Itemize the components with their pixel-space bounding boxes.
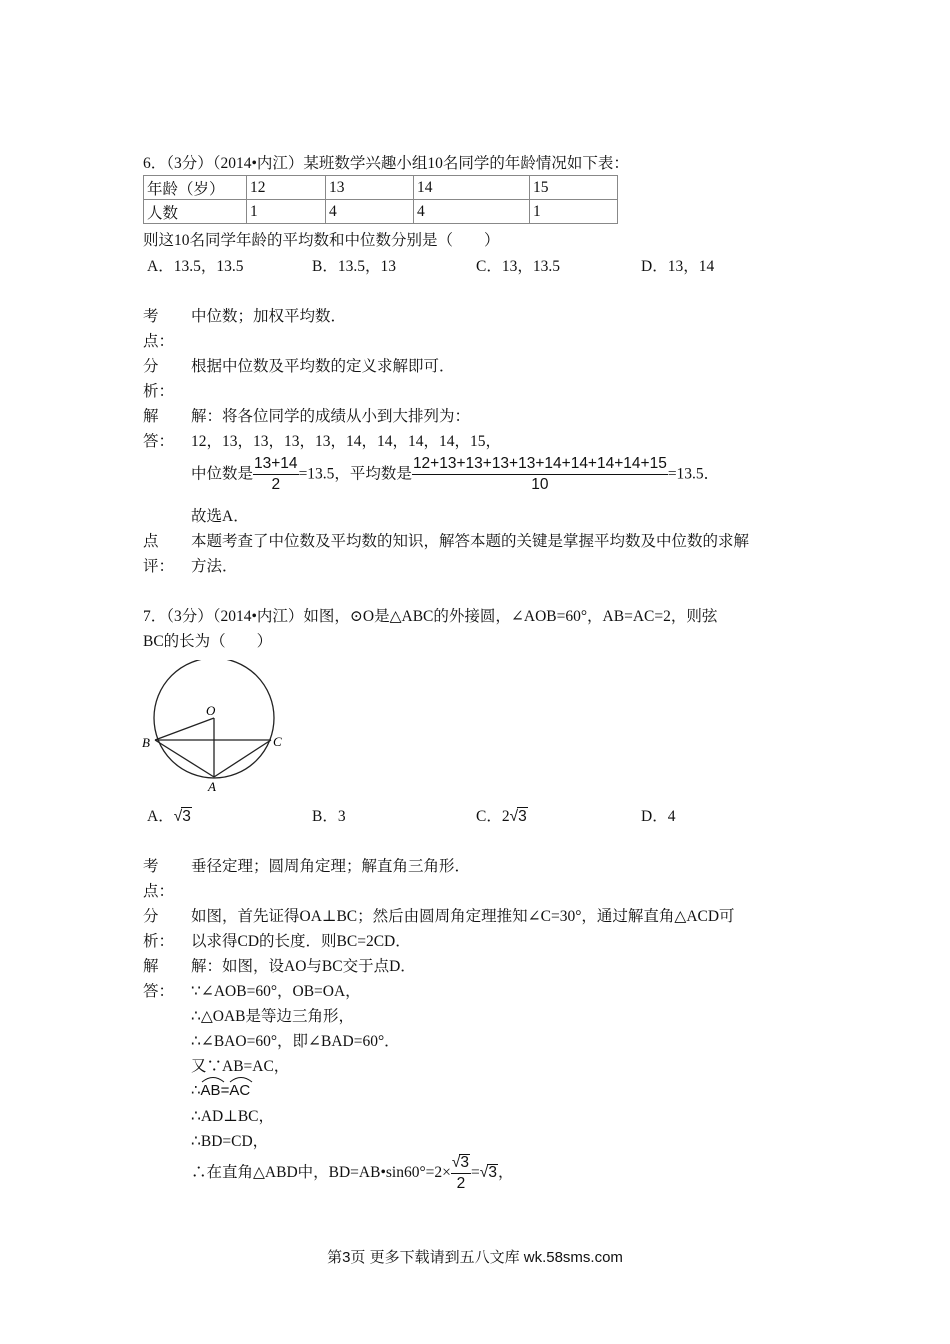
q7-fenxi-line1: 如图，首先证得OA⊥BC；然后由圆周角定理推知∠C=30°，通过解直角△ACD可 xyxy=(191,908,735,925)
label-o: O xyxy=(206,703,216,718)
label-da: 答： xyxy=(143,433,175,450)
page-footer: 第3页 更多下载请到五八文库 wk.58sms.com xyxy=(327,1249,623,1266)
table-cell: 14 xyxy=(414,176,530,200)
mean-denominator: 10 xyxy=(531,475,549,493)
q7-option-b: B．3 xyxy=(312,808,346,825)
therefore: ∴ xyxy=(191,1082,201,1099)
q6-kaodian: 中位数；加权平均数． xyxy=(191,308,347,325)
label-dian: 点： xyxy=(143,883,175,900)
q6-dianping-line1: 本题考查了中位数及平均数的知识，解答本题的关键是掌握平均数及中位数的求解 xyxy=(191,533,750,550)
radicand: 3 xyxy=(488,1164,497,1182)
label-jie: 解 xyxy=(143,958,159,975)
q7-jieda-line9 xyxy=(191,1154,513,1191)
q6-jieda-line1: 解：将各位同学的成绩从小到大排列为： xyxy=(191,408,471,425)
radicand: 3 xyxy=(182,808,191,825)
label-fen: 分 xyxy=(143,358,159,375)
option-a-prefix: A． xyxy=(147,808,174,825)
fraction-numerator xyxy=(451,1154,471,1174)
q7-stem-line1: 7．（3分）（2014•内江）如图，⊙O是△ABC的外接圆，∠AOB=60°，AB=AC=2，则弦 xyxy=(143,608,718,625)
q7-jieda-line7: ∴AD⊥BC， xyxy=(191,1108,275,1125)
label-xi: 析： xyxy=(143,933,175,950)
q6-option-b: B．13.5，13 xyxy=(312,258,396,275)
label-da: 答： xyxy=(143,983,175,1000)
sqrt-symbol: √3 xyxy=(173,808,191,825)
q7-option-d: D．4 xyxy=(641,808,676,825)
table-row xyxy=(144,176,618,200)
q7-jieda-line2: ∵∠AOB=60°，OB=OA， xyxy=(191,983,361,1000)
arc-ac-label: AC xyxy=(229,1082,251,1099)
label-xi: 析： xyxy=(143,383,175,400)
q6-option-d: D．13，14 xyxy=(641,258,715,275)
option-c-prefix: C．2 xyxy=(476,808,510,825)
label-dian: 点： xyxy=(143,333,175,350)
table-cell: 4 xyxy=(326,200,414,224)
label-kao: 考 xyxy=(143,308,159,325)
q6-dianping-line2: 方法． xyxy=(191,558,238,575)
mean-result: =13.5． xyxy=(667,465,720,483)
arc-ab xyxy=(201,1082,221,1099)
sqrt-symbol: √3 xyxy=(509,808,527,825)
q6-choose: 故选A． xyxy=(191,508,249,525)
table-cell: 13 xyxy=(326,176,414,200)
circle-figure xyxy=(140,660,290,795)
arc-ab-label: AB xyxy=(200,1082,221,1099)
q6-fenxi: 根据中位数及平均数的定义求解即可． xyxy=(191,358,455,375)
table-cell: 人数 xyxy=(144,200,247,224)
sqrt-symbol: √3 xyxy=(479,1164,497,1182)
age-table xyxy=(143,175,618,224)
table-row xyxy=(144,200,618,224)
median-numerator: 13+14 xyxy=(253,456,299,475)
q7-stem-line2: BC的长为（ ） xyxy=(143,633,273,650)
arc-mark-icon xyxy=(229,1075,253,1083)
label-fen: 分 xyxy=(143,908,159,925)
table-cell: 12 xyxy=(247,176,326,200)
q7-jieda-line4: ∴∠BAO=60°，即∠BAD=60°． xyxy=(191,1033,400,1050)
table-cell: 年龄（岁） xyxy=(144,176,247,200)
median-fraction xyxy=(253,456,299,492)
q7-jieda-line8: ∴BD=CD， xyxy=(191,1133,269,1150)
label-kao: 考 xyxy=(143,858,159,875)
equals: = xyxy=(471,1163,480,1181)
mean-fraction xyxy=(412,456,668,492)
arc-ac xyxy=(229,1082,250,1099)
radicand: 3 xyxy=(518,808,527,825)
q7-option-c xyxy=(476,804,528,826)
comma: ， xyxy=(497,1163,514,1181)
label-dian-ping: 点 xyxy=(143,533,159,550)
label-jie: 解 xyxy=(143,408,159,425)
q7-jieda-line1: 解：如图，设AO与BC交于点D． xyxy=(191,958,416,975)
label-b: B xyxy=(142,735,150,750)
label-ping: 评： xyxy=(143,558,175,575)
fraction-denominator: 2 xyxy=(456,1174,466,1192)
q7-jieda-line5: 又∵AB=AC， xyxy=(191,1058,290,1075)
mean-numerator: 12+13+13+13+13+14+14+14+14+15 xyxy=(412,456,668,475)
q6-option-c: C．13，13.5 xyxy=(476,258,560,275)
sqrt-symbol: √3 xyxy=(451,1154,470,1171)
q6-question: 则这10名同学年龄的平均数和中位数分别是（ ） xyxy=(143,232,500,249)
q6-option-a: A．13.5，13.5 xyxy=(147,258,244,275)
table-cell: 1 xyxy=(530,200,618,224)
radicand: 3 xyxy=(460,1154,470,1171)
q6-jieda-line2: 12，13，13，13，13，14，14，14，14，15， xyxy=(191,433,502,450)
segment-ob xyxy=(155,718,214,740)
q6-formula-line xyxy=(191,456,719,492)
table-cell: 15 xyxy=(530,176,618,200)
q7-jieda-line3: ∴△OAB是等边三角形， xyxy=(191,1008,355,1025)
q7-jieda-line6 xyxy=(191,1081,250,1099)
q7-fenxi-line2: 以求得CD的长度．则BC=2CD． xyxy=(191,933,411,950)
arc-mark-icon xyxy=(201,1075,225,1083)
label-c: C xyxy=(273,734,282,749)
q7-option-a xyxy=(147,804,192,826)
median-prefix: 中位数是 xyxy=(191,465,254,483)
sqrt3-over-2 xyxy=(451,1154,471,1191)
median-denominator: 2 xyxy=(271,475,281,493)
q7-kaodian: 垂径定理；圆周角定理；解直角三角形． xyxy=(191,858,471,875)
median-result: =13.5，平均数是 xyxy=(298,465,412,483)
table-cell: 1 xyxy=(247,200,326,224)
q6-stem: 6．（3分）（2014•内江）某班数学兴趣小组10名同学的年龄情况如下表： xyxy=(143,155,629,172)
segment-ab xyxy=(155,740,214,777)
equals: = xyxy=(220,1082,230,1099)
table-cell: 4 xyxy=(414,200,530,224)
label-a: A xyxy=(208,779,216,794)
sin-expression: ∴在直角△ABD中，BD=AB•sin60°=2× xyxy=(191,1163,451,1181)
